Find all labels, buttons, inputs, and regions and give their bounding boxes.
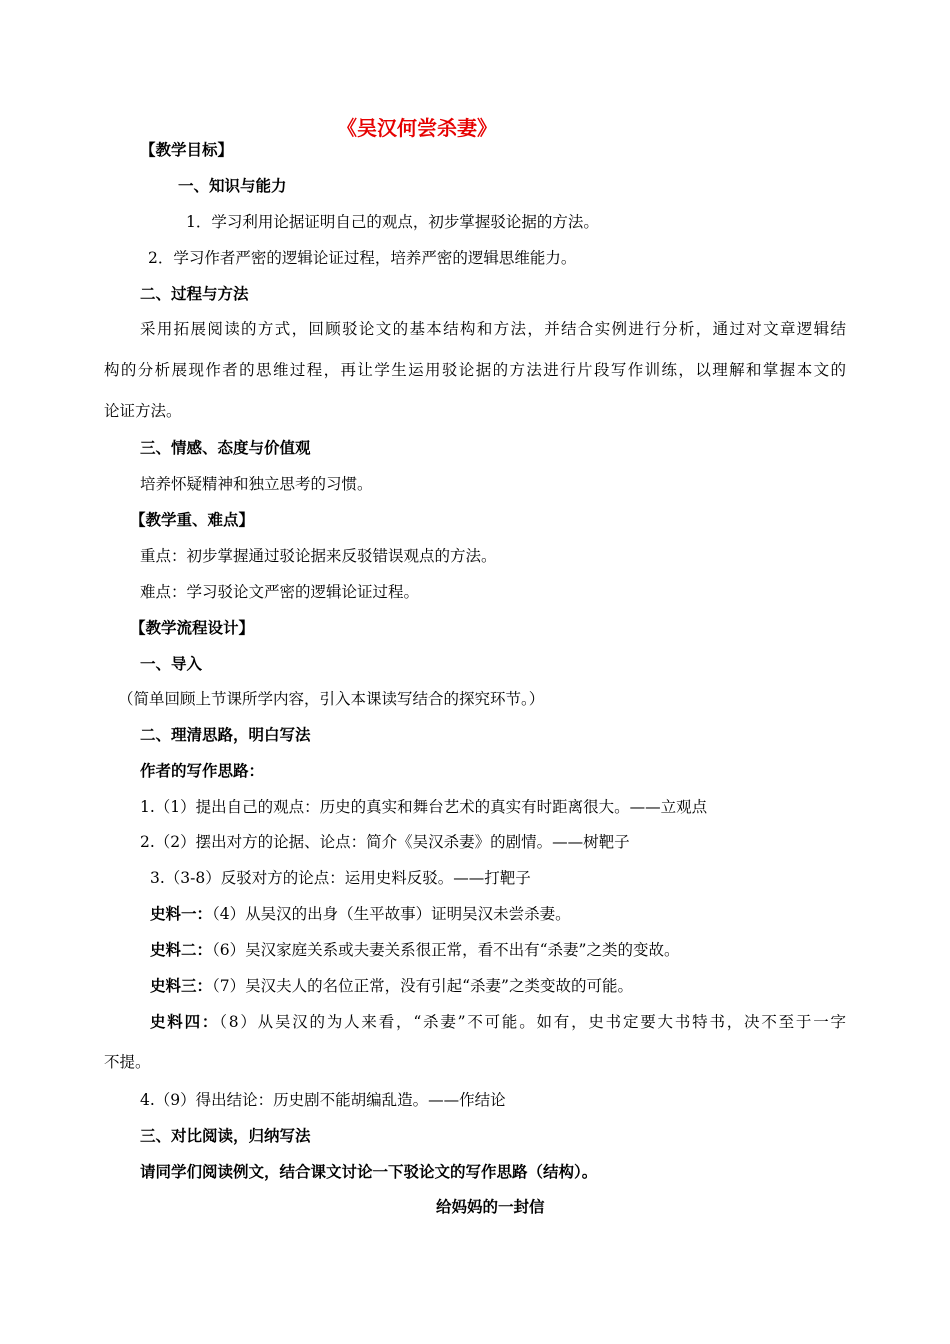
page-title: 《吴汉何尝杀妻》 xyxy=(337,116,497,140)
emotion-values-text: 培养怀疑精神和独立思考的习惯。 xyxy=(140,475,373,493)
historical-material-1-text: （4）从吴汉的出身（生平故事）证明吴汉未尝杀妻。 xyxy=(212,905,571,923)
flow-compare-heading: 三、对比阅读，归纳写法 xyxy=(140,1127,311,1145)
historical-material-1 xyxy=(150,904,571,924)
historical-material-3 xyxy=(150,976,633,996)
objective-item-2: 2．学习作者严密的逻辑论证过程，培养严密的逻辑思维能力。 xyxy=(148,249,577,267)
historical-material-4 xyxy=(150,1012,846,1032)
flow-clarify-heading: 二、理清思路，明白写法 xyxy=(140,726,311,744)
historical-material-3-label: 史料三： xyxy=(150,977,213,995)
emotion-values-heading: 三、情感、态度与价值观 xyxy=(140,439,311,457)
historical-material-4-label: 史料四： xyxy=(150,1013,220,1031)
historical-material-4-text: （8）从吴汉的为人来看，“杀妻”不可能。如有，史书定要大书特书，决不至于一字 xyxy=(219,1013,846,1031)
objective-item-1: 1．学习利用论据证明自己的观点，初步掌握驳论据的方法。 xyxy=(186,213,599,231)
step-2: 2.（2）摆出对方的论据、论点：简介《吴汉杀妻》的剧情。——树靶子 xyxy=(140,833,630,851)
process-method-heading: 二、过程与方法 xyxy=(140,285,249,303)
compare-instruction: 请同学们阅读例文，结合课文讨论一下驳论文的写作思路（结构）。 xyxy=(140,1163,598,1181)
process-method-line-3: 论证方法。 xyxy=(104,402,182,420)
historical-material-2-text: （6）吴汉家庭关系或夫妻关系很正常，看不出有“杀妻”之类的变故。 xyxy=(212,941,680,959)
historical-material-2 xyxy=(150,940,679,960)
keypoints-heading: 【教学重、难点】 xyxy=(130,511,255,529)
flow-heading: 【教学流程设计】 xyxy=(130,619,255,637)
objectives-heading: 【教学目标】 xyxy=(140,141,234,159)
historical-material-4-continued: 不提。 xyxy=(104,1053,151,1071)
process-method-line-1: 采用拓展阅读的方式，回顾驳论文的基本结构和方法，并结合实例进行分析，通过对文章逻辑结 xyxy=(140,320,846,338)
step-3: 3.（3-8）反驳对方的论点：运用史料反驳。——打靶子 xyxy=(150,869,531,887)
step-1: 1.（1）提出自己的观点：历史的真实和舞台艺术的真实有时距离很大。——立观点 xyxy=(140,798,708,816)
author-thought-heading: 作者的写作思路： xyxy=(140,762,265,780)
example-title: 给妈妈的一封信 xyxy=(436,1198,545,1216)
difficulty-text: 难点：学习驳论文严密的逻辑论证过程。 xyxy=(140,583,420,601)
keypoint-text: 重点：初步掌握通过驳论据来反驳错误观点的方法。 xyxy=(140,547,497,565)
knowledge-ability-heading: 一、知识与能力 xyxy=(178,177,287,195)
process-method-line-2: 构的分析展现作者的思维过程，再让学生运用驳论据的方法进行片段写作训练，以理解和掌握本文的 xyxy=(104,361,846,379)
flow-intro-heading: 一、导入 xyxy=(140,655,203,673)
flow-intro-text: （简单回顾上节课所学内容，引入本课读写结合的探究环节。） xyxy=(118,690,545,708)
historical-material-1-label: 史料一： xyxy=(150,905,213,923)
historical-material-3-text: （7）吴汉夫人的名位正常，没有引起“杀妻”之类变故的可能。 xyxy=(212,977,633,995)
step-4: 4.（9）得出结论：历史剧不能胡编乱造。——作结论 xyxy=(140,1091,506,1109)
historical-material-2-label: 史料二： xyxy=(150,941,213,959)
